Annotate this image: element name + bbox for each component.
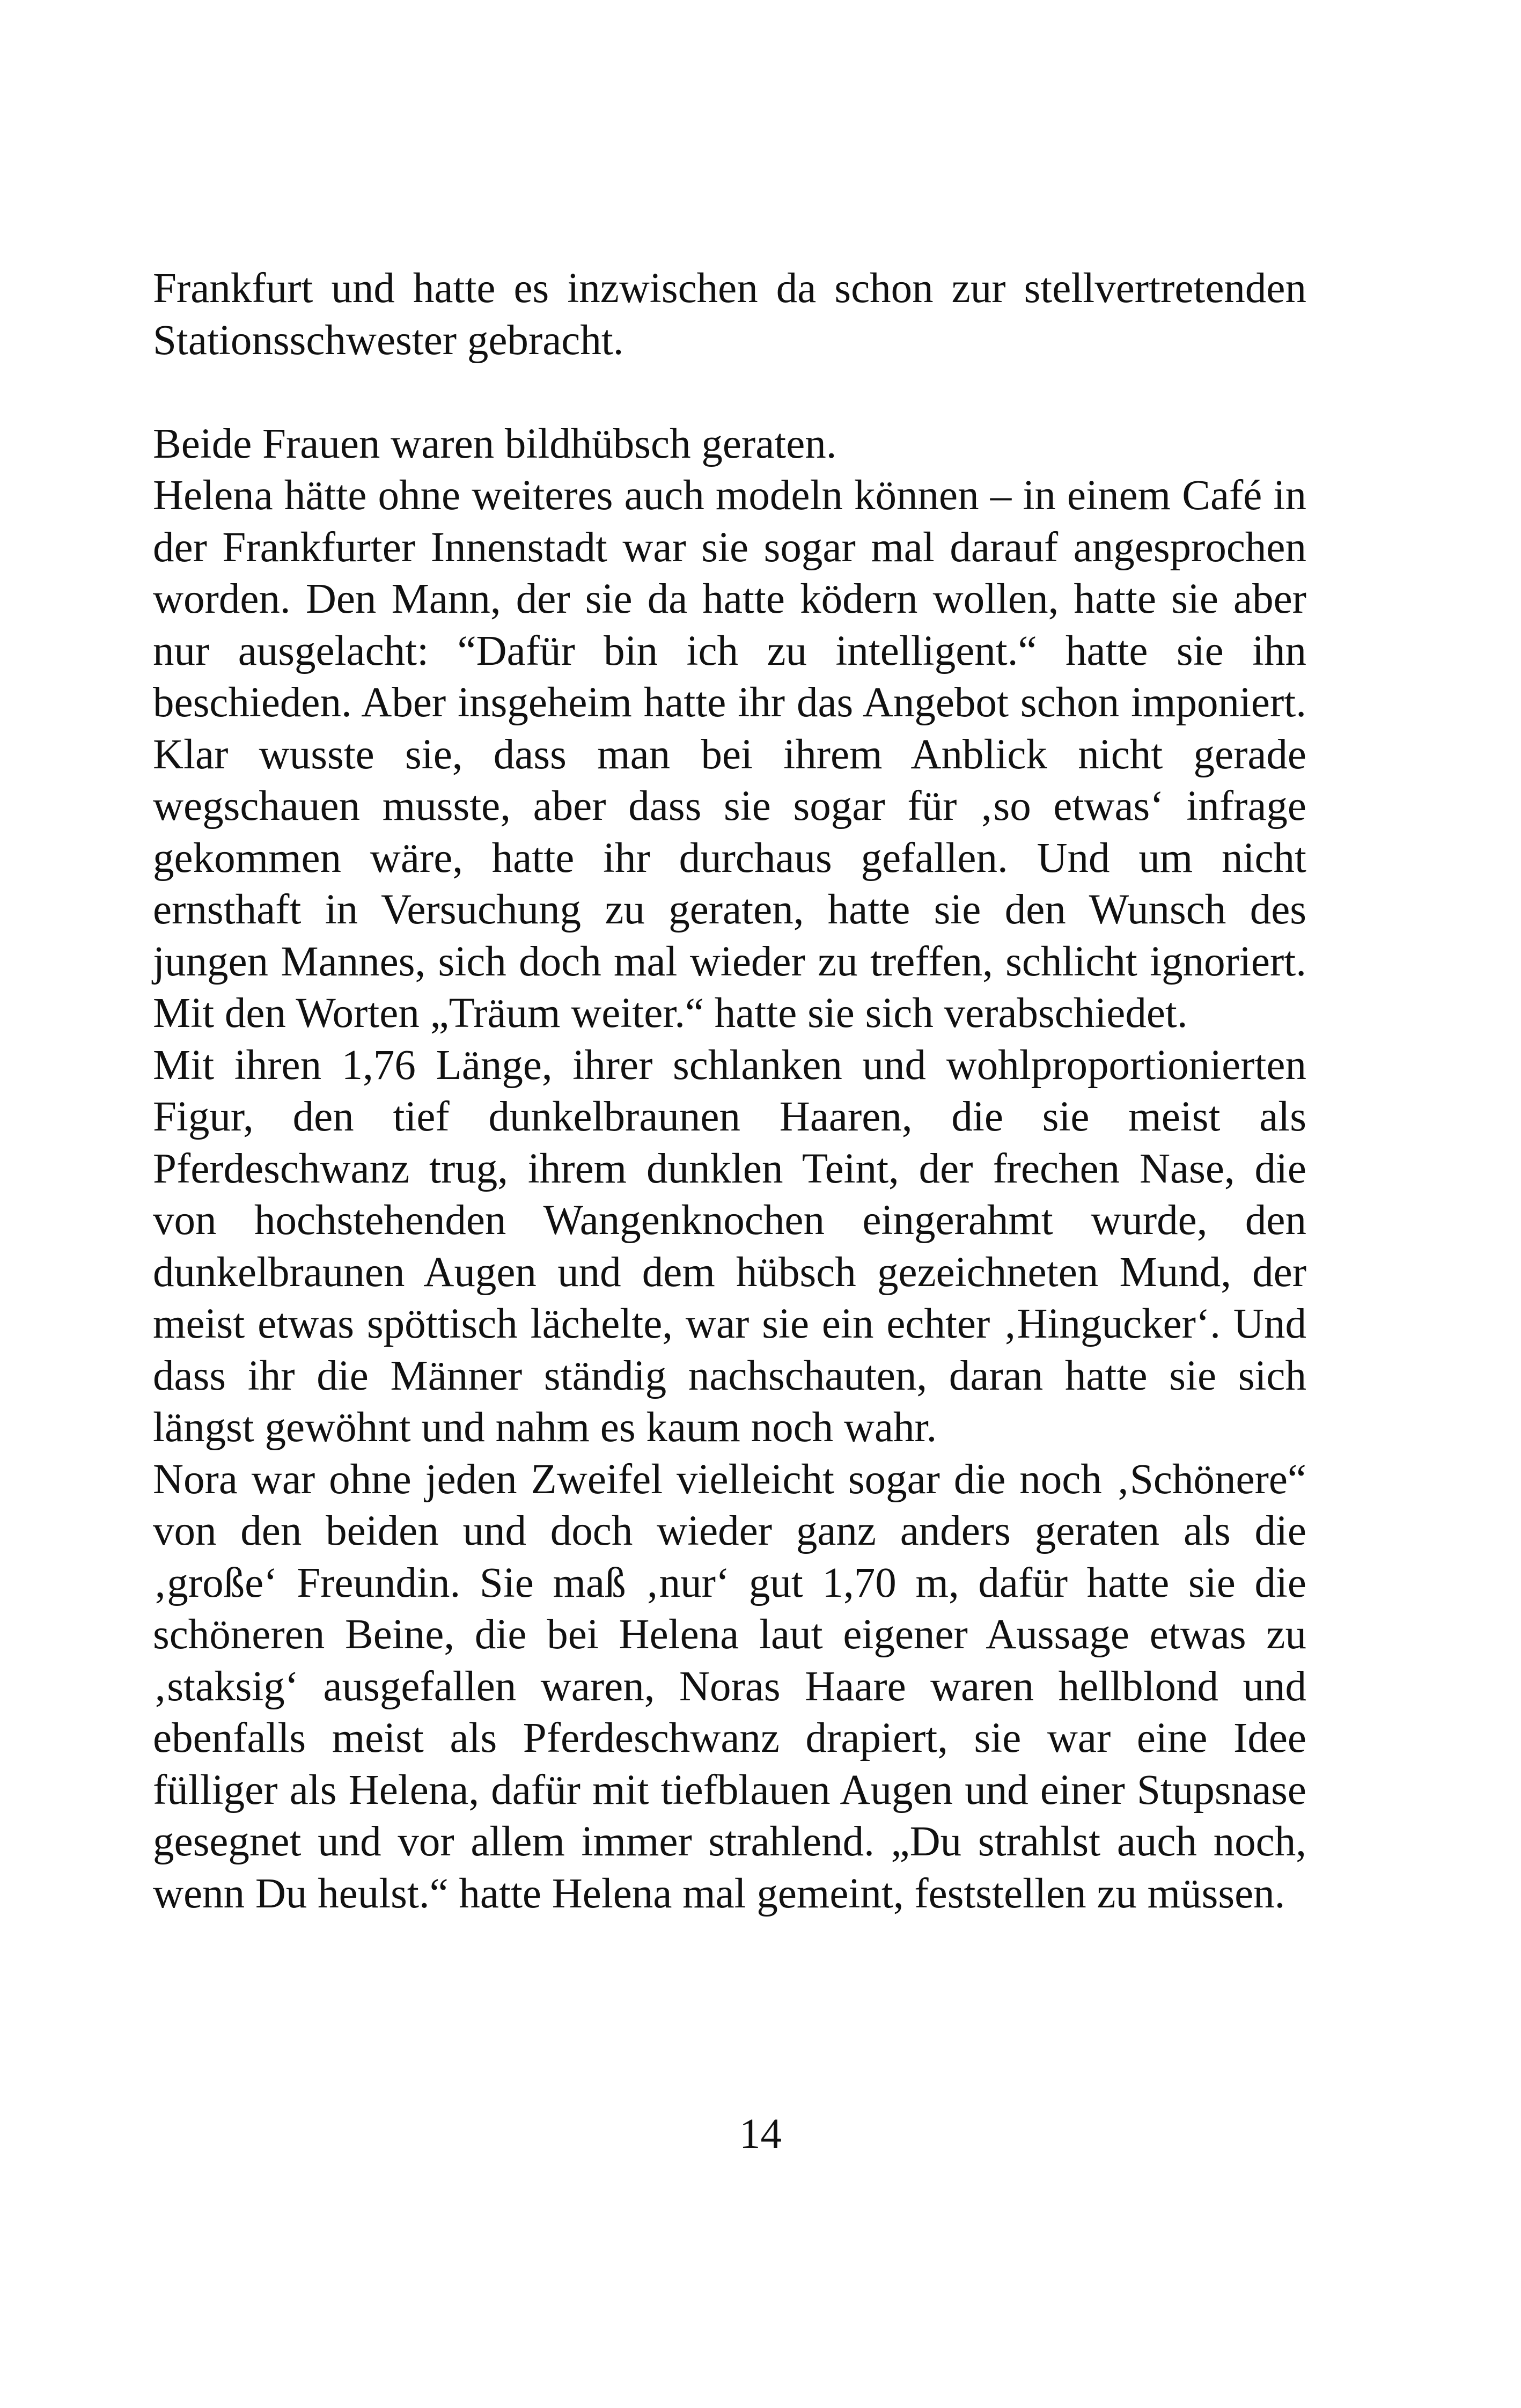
paragraph-3: Helena hätte ohne weiteres auch modeln können – in einem Café in der Frankfurter Innenstadt war sie sogar mal darauf angesprochen worden. Den Mann, der sie da hatte ködern wollen, hatte sie aber nur ausgelacht: “Dafür bin ich zu intelligent.“ hatte sie ihn beschieden. Aber insgeheim hatte ihr das Angebot schon imponiert. Klar wusste sie, dass man bei ihrem Anblick nicht gerade wegschauen musste, aber dass sie sogar für ‚so etwas‘ infrage gekommen wäre, hatte ihr durchaus gefallen. Und um nicht ernsthaft in Versuchung zu geraten, hatte sie den Wunsch des jungen Mannes, sich doch mal wieder zu treffen, schlicht ignoriert. Mit den Worten „Träum weiter.“ hatte sie sich verabschiedet.	[153, 472, 1306, 1037]
paragraph-5: Nora war ohne jeden Zweifel vielleicht sogar die noch ‚Schönere“ von den beiden und doch wieder ganz anders geraten als die ‚große‘ Freundin. Sie maß ‚nur‘ gut 1,70 m, dafür hatte sie die schöneren Beine, die bei Helena laut eigener Aussage etwas zu ‚staksig‘ ausgefallen waren, Noras Haare waren hellblond und ebenfalls meist als Pferdeschwanz drapiert, sie war eine Idee fülliger als Helena, dafür mit tiefblauen Augen und einer Stupsnase gesegnet und vor allem immer strahlend. „Du strahlst auch noch, wenn Du heulst.“ hatte Helena mal gemeint, feststellen zu müssen.	[153, 1456, 1306, 1917]
paragraph-1: Frankfurt und hatte es inzwischen da schon zur stellvertretenden Stationsschwester gebracht.	[153, 265, 1306, 364]
page-number: 14	[739, 2111, 782, 2157]
body-text	[153, 263, 1306, 1920]
paragraph-2: Beide Frauen waren bildhübsch geraten.	[153, 420, 837, 467]
paragraph-4: Mit ihren 1,76 Länge, ihrer schlanken und wohlproportionierten Figur, den tief dunkelbraunen Haaren, die sie meist als Pferdeschwanz trug, ihrem dunklen Teint, der frechen Nase, die von hochstehenden Wangenknochen eingerahmt wurde, den dunkelbraunen Augen und dem hübsch gezeichneten Mund, der meist etwas spöttisch lächelte, war sie ein echter ‚Hingucker‘. Und dass ihr die Männer ständig nachschauten, daran hatte sie sich längst gewöhnt und nahm es kaum noch wahr.	[153, 1041, 1306, 1451]
